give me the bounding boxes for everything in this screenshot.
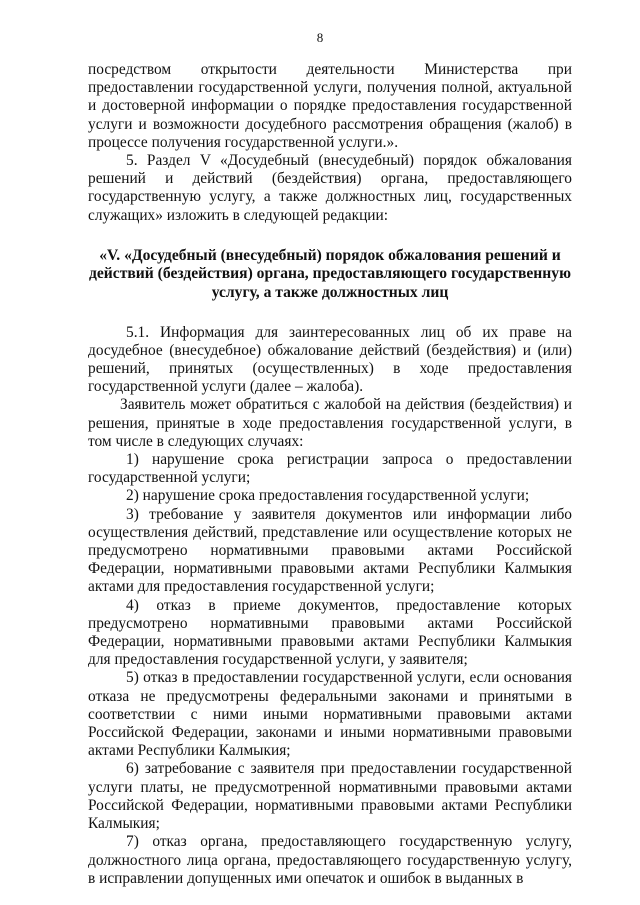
section-heading: «V. «Досудебный (внесудебный) порядок обжалования решений и действий (бездействия) органа, предоставляющего государственную услугу, а также должностных лиц [89,246,571,302]
paragraph-applicant: Заявитель может обратиться с жалобой на действия (бездействия) и решения, принятые в ходе предоставления государственной услуги, в том числе в следующих случаях: [88,396,572,450]
paragraph-continuation: посредством открытости деятельности Министерства при предоставлении государственной услуги, получения полной, актуальной и достоверной информации о порядке предоставления государственной услуги и возможности досудебного рассмотрения обращения (жалоб) в процессе получения государственной услуги.». [88,61,572,151]
list-item-5: 5) отказ в предоставлении государственной услуги, если основания отказа не предусмотрены федеральными законами и принятыми в соответствии с ними иными нормативными правовыми актами Российской Федерации, законами и иными нормативными правовыми актами Республики Калмыкия; [88,669,572,760]
list-item-4: 4) отказ в приеме документов, предоставление которых предусмотрено нормативными правовыми актами Российской Федерации, нормативными правовыми актами Республики Калмыкия для предоставления государственной услуги, у заявителя; [88,596,572,669]
page-number: 8 [316,30,324,45]
list-item-6: 6) затребование с заявителя при предоставлении государственной услуги платы, не предусмотренной нормативными правовыми актами Российской Федерации, нормативными правовыми актами Республики Калмыкия; [88,760,572,833]
document-body [88,61,572,888]
paragraph-5-1: 5.1. Информация для заинтересованных лиц об их праве на досудебное (внесудебное) обжалование действий (бездействия) и (или) решений, принятых (осуществленных) в ходе предоставления государственной услуги (далее – жалоба). [88,323,572,396]
list-item-3: 3) требование у заявителя документов или информации либо осуществления действий, представление или осуществление которых не предусмотрено нормативными правовыми актами Российской Федерации, нормативными правовыми актами Республики Калмыкия актами для предоставления государственной услуги; [88,505,572,596]
paragraph-amendment-5: 5. Раздел V «Досудебный (внесудебный) порядок обжалования решений и действий (бездействия) органа, предоставляющего государственную услугу, а также должностных лиц, государственных служащих» изложить в следующей редакции: [88,152,572,224]
list-item-2: 2) нарушение срока предоставления государственной услуги; [126,487,530,505]
list-item-7: 7) отказ органа, предоставляющего государственную услугу, должностного лица органа, предоставляющего государственную услугу, в исправлении допущенных ими опечаток и ошибок в выданных в [88,833,572,887]
list-item-1: 1) нарушение срока регистрации запроса о предоставлении государственной услуги; [88,451,572,487]
